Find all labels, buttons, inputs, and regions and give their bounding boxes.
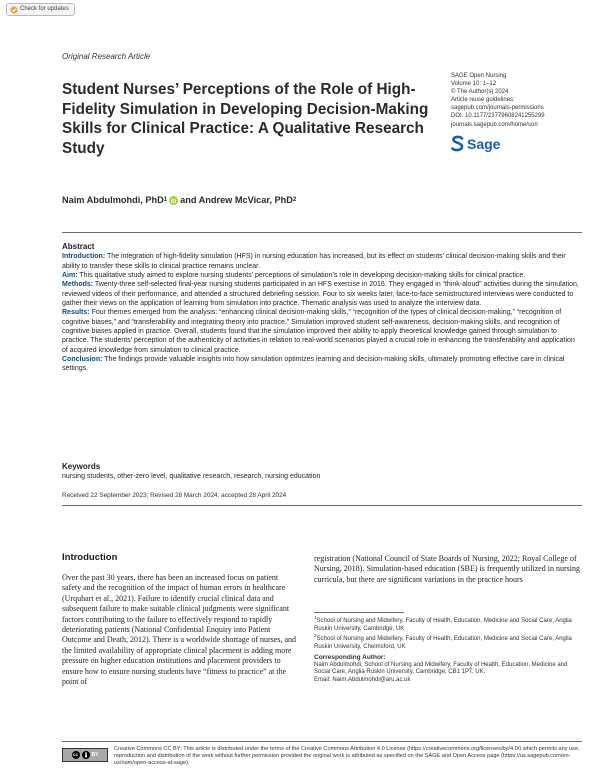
intro-paragraph: Over the past 30 years, there has been an increased focus on patient safety and the recognition of the impact of human errors in healthcare (Urquhart et al., 2021). Failure to identify crucial clinical data and subsequent failure to make suitable clinical judgments were significant factors contributing to the failure to effectively respond to rapidly deteriorating patients (National Confidential Enquiry into Patient Outcome and Death, 2012). There is a worldwide shortage of nurses, and the limited availability of appropriate clinical placement is adding more pressure on higher education institutions and placement providers to ensure how to ensure nursing students have “fitness to practice” at the point of [62, 573, 297, 687]
author-1[interactable]: Naim Abdulmohdi, PhD [62, 195, 164, 205]
abstract-label: Introduction: [62, 253, 106, 261]
abstract-label: Methods: [62, 281, 94, 289]
journal-volume: Volume 10: 1–12 [451, 81, 497, 88]
article-type: Original Research Article [62, 52, 151, 61]
abstract-label: Results: [62, 309, 90, 317]
attribution-icon [82, 751, 90, 759]
affiliation-number: 1 [314, 615, 317, 620]
update-icon [10, 6, 18, 14]
permissions-link[interactable]: sagepub.com/journals-permissions [451, 105, 544, 112]
affiliation-1 [314, 615, 582, 634]
license-text: Creative Commons CC BY: This article is distributed under the terms of the Creative Commons Attribution 4.0 License (https://creativecommons.org/licenses/by/4.0/) which permits any use, reproduction and distribution of the work without further permission provided the original work is attributed as specified on the SAGE and Open Access page (https://us.sagepub.com/en-us/nam/open-access-at-sage). [114, 746, 580, 767]
introduction-heading: Introduction [62, 552, 118, 563]
article-title: Student Nurses’ Perceptions of the Role of High-Fidelity Simulation in Developing Decision-Making Skills for Clinical Practice: A Qualitative Research Study [62, 81, 429, 157]
creative-commons-icon: cc [73, 752, 79, 757]
copyright: © The Author(s) 2024 [451, 89, 509, 96]
abstract-text: Twenty-three self-selected final-year nursing students participated in an HFS exercise in 2016. They engaged in “think-aloud” activities during the simulation, reviewed videos of their performance, and attended a structured debriefing session. Four to six weeks later, face-to-face semistructured interviews were conducted to gather their views on the application of learning from simulation into practice. Thematic analysis was used to analyze the interview data. [62, 281, 579, 308]
sage-logo [451, 135, 500, 152]
doi[interactable]: DOI: 10.1177/23779608241255299 [451, 113, 545, 120]
author-line: Naim Abdulmohdi, PhD 1 and Andrew McVicar, PhD 2 [62, 195, 297, 205]
author-2[interactable]: and Andrew McVicar, PhD [180, 195, 293, 205]
abstract-results [62, 308, 582, 355]
orcid-icon[interactable] [169, 196, 178, 205]
keywords [62, 462, 582, 481]
footnotes [314, 615, 582, 685]
abstract-text: This qualitative study aimed to explore nursing students’ perceptions of simulation’s role in developing decision-making skills for clinical practice. [77, 272, 526, 280]
corresponding-author-email[interactable]: Email: Naim.Abdulmohdi@aru.ac.uk [314, 677, 411, 684]
publication-dates: Received 22 September 2023; Revised 28 March 2024; accepted 28 April 2024 [62, 492, 287, 499]
abstract-introduction [62, 252, 582, 271]
sage-s-icon [451, 135, 464, 152]
keywords-bottom-rule [62, 505, 582, 506]
cc-by-badge[interactable] [62, 748, 108, 762]
body-column-right [314, 554, 582, 585]
abstract-label: Aim: [62, 272, 78, 280]
abstract-text: Four themes emerged from the analysis: “enhancing clinical decision-making skills,” “recognition of the types of clinical decision-making,” “recognition of cognitive biases,” and “transferability and integrating theory into practice.” Simulation improved student self-awareness, decision-making skills, and recognition of cognitive biases applied in practice. Overall, students found that the simulation improved their ability to apply theoretical knowledge gained through simulation to practice. The students’ perception of the authenticity of activities in relation to real-world scenarios played a crucial role in enhancing the transferability and application of acquired knowledge from simulation to clinical practice. [62, 309, 575, 354]
abstract-top-rule [62, 232, 582, 233]
keywords-heading: Keywords [62, 462, 101, 471]
license-rule [62, 741, 582, 742]
abstract-heading: Abstract [62, 242, 95, 251]
check-for-updates-badge[interactable] [6, 3, 75, 16]
affiliation-text: School of Nursing and Midwifery, Faculty of Health, Education, Medicine and Social Care, Anglia Ruskin University, Chelmsford, UK [314, 635, 572, 650]
corresponding-author-heading: Corresponding Author: [314, 653, 386, 661]
sage-wordmark: Sage [467, 135, 501, 152]
affiliation-number: 2 [314, 632, 317, 638]
abstract-conclusion [62, 355, 582, 374]
abstract [62, 242, 582, 374]
badge-label: Check for updates [20, 6, 69, 12]
intro-paragraph-continued: registration (National Council of State Boards of Nursing, 2022; Royal College of Nursing, 2018). Simulation-based education (SBE) is frequently utilized in nursing curricula, but there are significant variations in the practice hours [314, 554, 580, 584]
corresponding-author-details: Naim Abdulmohdi, School of Nursing and Midwifery, Faculty of Health, Education, Medicine and Social Care, Anglia Ruskin University, Cambridge, CB1 1PT, UK. [314, 661, 568, 676]
journal-home-link[interactable]: journals.sagepub.com/home/son [451, 121, 538, 128]
abstract-text: The integration of high-fidelity simulation (HFS) in nursing education has increased, but its effect on students’ clinical decision-making skills and their ability to transfer these skills to clinical practice remains unclear. [62, 253, 566, 270]
affiliation-text: School of Nursing and Midwifery, Faculty of Health, Education, Medicine and Social Care, Anglia Ruskin University, Cambridge, UK [314, 618, 572, 632]
abstract-label: Conclusion: [62, 356, 103, 364]
journal-name: SAGE Open Nursing [451, 73, 507, 79]
affiliation-2 [314, 632, 582, 652]
reuse-label: Article reuse guidelines: [451, 97, 515, 104]
journal-info [451, 72, 581, 129]
abstract-methods [62, 280, 582, 308]
footnote-rule [314, 612, 404, 613]
abstract-aim [62, 271, 582, 280]
keywords-list: nursing students, other-zero level, qualitative research, research, nursing education [62, 472, 321, 480]
abstract-text: The findings provide valuable insights into how simulation optimizes learning and decision-making skills, ultimately promoting effective care in clinical settings. [62, 356, 565, 373]
body-column-left [62, 573, 298, 687]
cc-by-label: BY [91, 752, 99, 758]
